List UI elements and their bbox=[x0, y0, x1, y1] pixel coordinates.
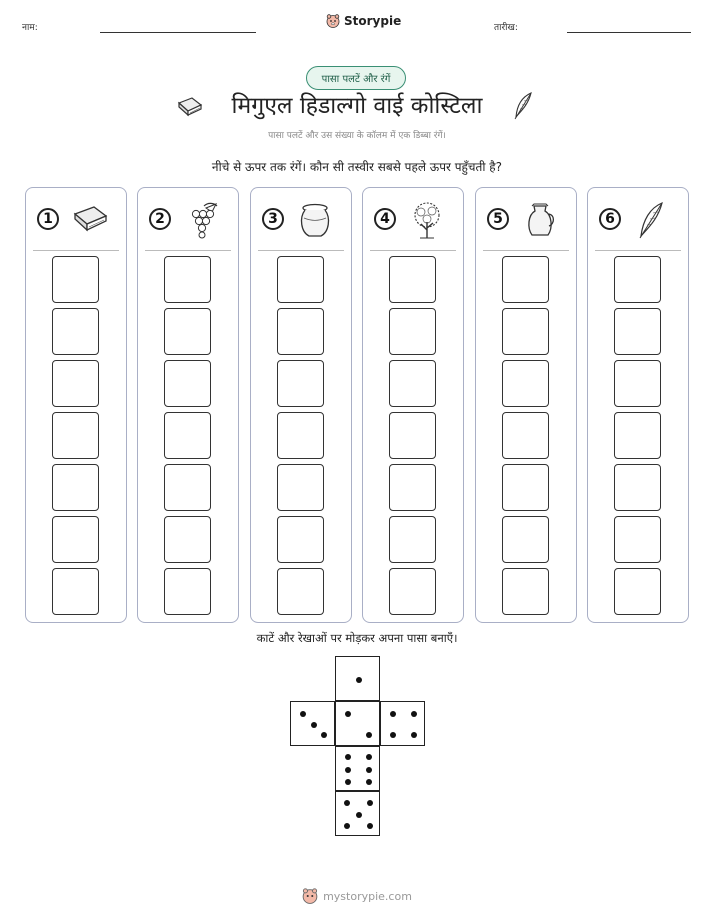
color-box[interactable] bbox=[614, 256, 661, 303]
color-box[interactable] bbox=[164, 308, 211, 355]
color-box[interactable] bbox=[614, 464, 661, 511]
color-box[interactable] bbox=[277, 256, 324, 303]
color-box[interactable] bbox=[502, 308, 549, 355]
brand-logo bbox=[326, 14, 401, 28]
jug-icon bbox=[520, 200, 560, 240]
column-6 bbox=[587, 187, 689, 623]
die-face-6 bbox=[335, 746, 380, 791]
name-line[interactable] bbox=[100, 32, 256, 33]
color-box[interactable] bbox=[52, 568, 99, 615]
brand-name: Storypie bbox=[344, 14, 402, 28]
color-box[interactable] bbox=[502, 516, 549, 563]
activity-badge: पासा पलटें और रंगें bbox=[306, 66, 406, 90]
color-box[interactable] bbox=[52, 516, 99, 563]
subtitle: पासा पलटें और उस संख्या के कॉलम में एक डिब्बा रंगें। bbox=[268, 131, 446, 141]
column-divider bbox=[33, 250, 119, 251]
color-box[interactable] bbox=[52, 308, 99, 355]
color-box[interactable] bbox=[52, 360, 99, 407]
column-header bbox=[138, 200, 238, 240]
color-box[interactable] bbox=[277, 360, 324, 407]
cut-instruction: काटें और रेखाओं पर मोड़कर अपना पासा बनाएँ। bbox=[256, 631, 458, 645]
date-line[interactable] bbox=[567, 32, 691, 33]
column-1 bbox=[25, 187, 127, 623]
color-box[interactable] bbox=[389, 464, 436, 511]
column-number: 5 bbox=[487, 208, 509, 230]
clay-pot-icon bbox=[295, 200, 335, 240]
feather-quill-icon bbox=[512, 91, 536, 121]
color-box[interactable] bbox=[502, 256, 549, 303]
color-box[interactable] bbox=[164, 412, 211, 459]
column-divider bbox=[483, 250, 569, 251]
color-box[interactable] bbox=[389, 516, 436, 563]
feather-quill-icon bbox=[632, 200, 672, 240]
color-box[interactable] bbox=[164, 568, 211, 615]
color-box[interactable] bbox=[164, 360, 211, 407]
color-box[interactable] bbox=[164, 516, 211, 563]
book-icon bbox=[70, 200, 110, 240]
color-box[interactable] bbox=[502, 464, 549, 511]
column-2 bbox=[137, 187, 239, 623]
dice-net bbox=[290, 656, 425, 836]
column-number: 4 bbox=[374, 208, 396, 230]
die-face-2 bbox=[335, 701, 380, 746]
color-box[interactable] bbox=[389, 568, 436, 615]
column-3 bbox=[250, 187, 352, 623]
column-header bbox=[476, 200, 576, 240]
tree-icon bbox=[407, 200, 447, 240]
storypie-mascot-icon bbox=[302, 888, 318, 904]
die-face-5 bbox=[335, 791, 380, 836]
column-header bbox=[251, 200, 351, 240]
die-face-4 bbox=[380, 701, 425, 746]
color-box[interactable] bbox=[614, 308, 661, 355]
color-box[interactable] bbox=[277, 308, 324, 355]
color-box[interactable] bbox=[389, 360, 436, 407]
color-box[interactable] bbox=[614, 412, 661, 459]
footer-url[interactable]: mystorypie.com bbox=[323, 889, 412, 903]
color-box[interactable] bbox=[502, 412, 549, 459]
color-box[interactable] bbox=[614, 568, 661, 615]
page-title: मिगुएल हिडाल्गो वाई कोस्टिला bbox=[231, 93, 483, 119]
color-box[interactable] bbox=[52, 412, 99, 459]
color-box[interactable] bbox=[614, 360, 661, 407]
color-box[interactable] bbox=[277, 412, 324, 459]
column-header bbox=[26, 200, 126, 240]
die-face-3 bbox=[290, 701, 335, 746]
color-box[interactable] bbox=[502, 360, 549, 407]
column-4 bbox=[362, 187, 464, 623]
color-box[interactable] bbox=[389, 308, 436, 355]
footer bbox=[0, 888, 714, 904]
color-box[interactable] bbox=[277, 568, 324, 615]
instruction-text: नीचे से ऊपर तक रंगें। कौन सी तस्वीर सबसे पहले ऊपर पहुँचती है? bbox=[211, 160, 503, 174]
color-box[interactable] bbox=[389, 256, 436, 303]
column-header bbox=[588, 200, 688, 240]
column-number: 1 bbox=[37, 208, 59, 230]
grapes-icon bbox=[182, 200, 222, 240]
color-box[interactable] bbox=[277, 516, 324, 563]
die-face-1 bbox=[335, 656, 380, 701]
column-header bbox=[363, 200, 463, 240]
color-box[interactable] bbox=[502, 568, 549, 615]
column-number: 6 bbox=[599, 208, 621, 230]
color-box[interactable] bbox=[164, 464, 211, 511]
color-box[interactable] bbox=[389, 412, 436, 459]
color-box[interactable] bbox=[277, 464, 324, 511]
column-5 bbox=[475, 187, 577, 623]
name-label: नाम: bbox=[22, 23, 38, 33]
storypie-mascot-icon bbox=[326, 14, 340, 28]
column-divider bbox=[145, 250, 231, 251]
column-divider bbox=[595, 250, 681, 251]
column-number: 2 bbox=[149, 208, 171, 230]
column-divider bbox=[258, 250, 344, 251]
column-number: 3 bbox=[262, 208, 284, 230]
color-box[interactable] bbox=[614, 516, 661, 563]
color-box[interactable] bbox=[52, 464, 99, 511]
column-divider bbox=[370, 250, 456, 251]
color-box[interactable] bbox=[52, 256, 99, 303]
color-box[interactable] bbox=[164, 256, 211, 303]
date-label: तारीख: bbox=[494, 23, 518, 33]
